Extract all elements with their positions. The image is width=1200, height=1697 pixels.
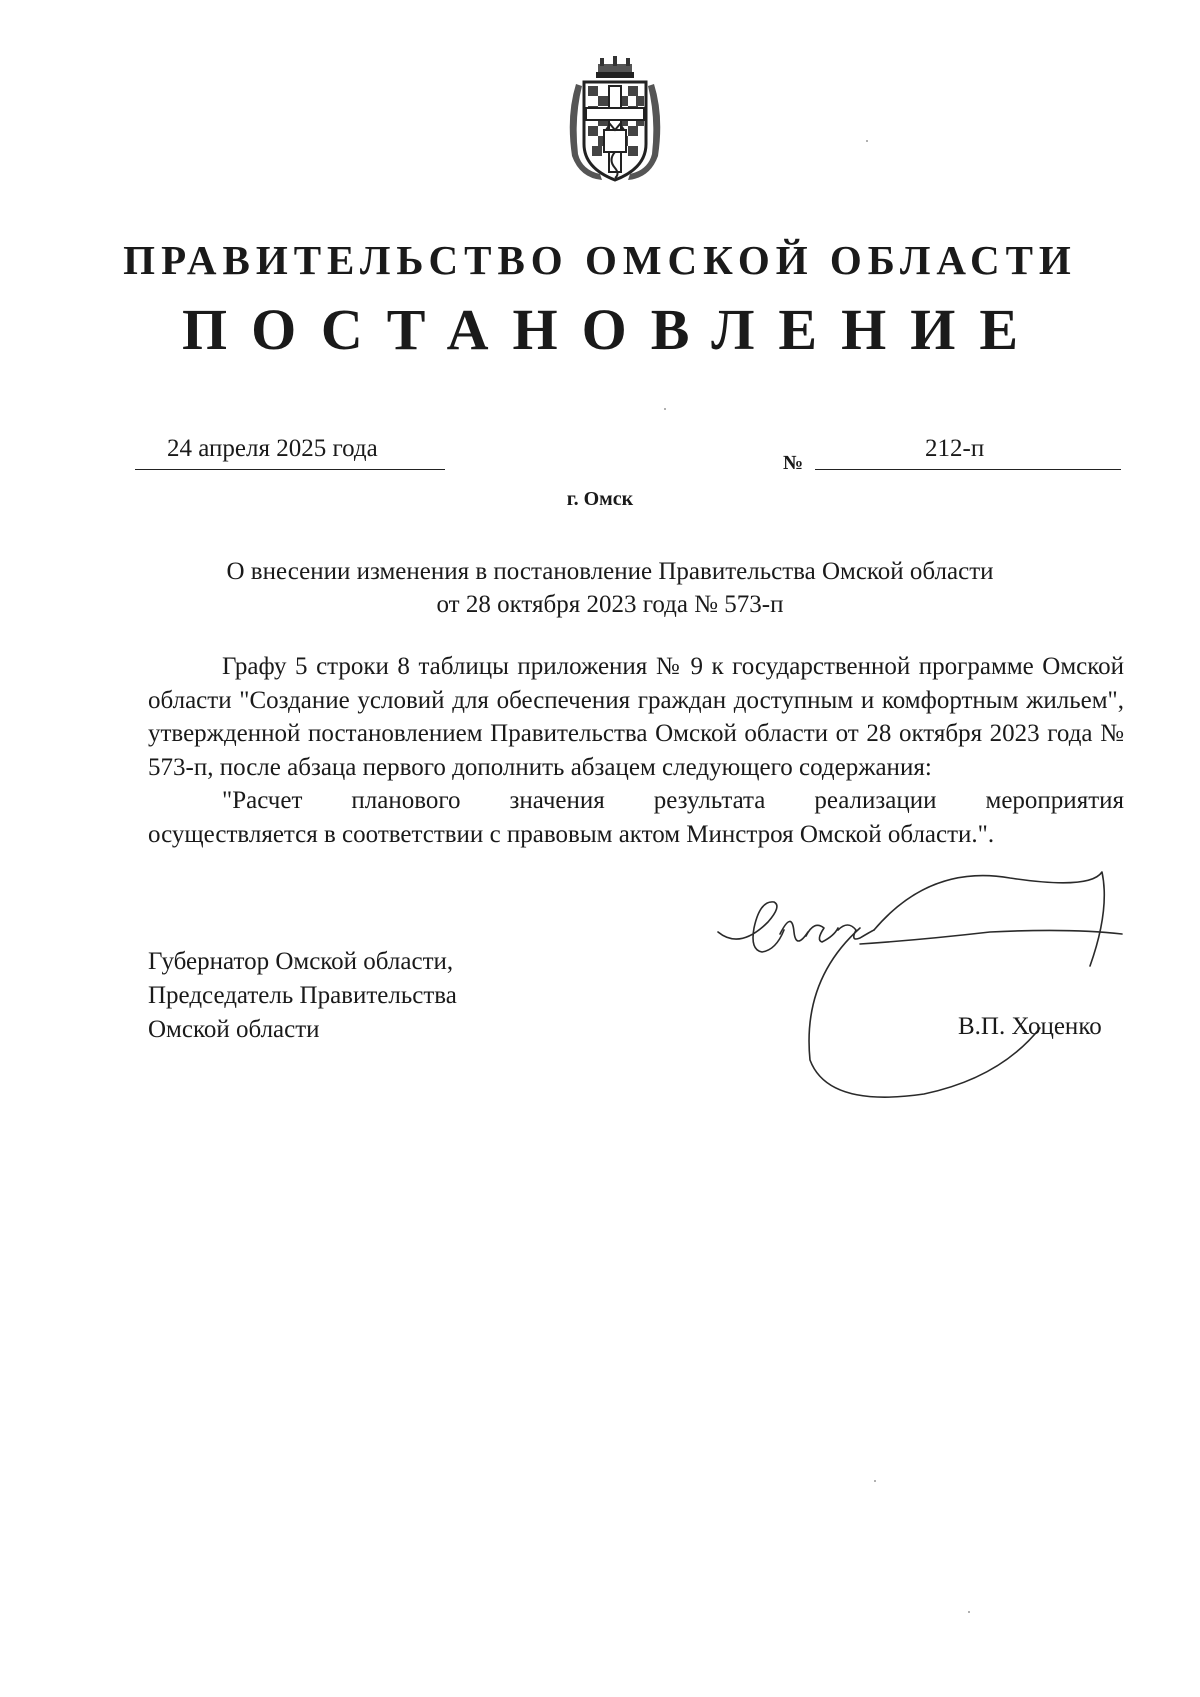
body-quote-line-1: "Расчет планового значения результата реализации мероприятия [222,787,1124,814]
number-sign: № [783,452,804,474]
signatory-title-line-1: Губернатор Омской области, [148,948,454,975]
scan-speck [664,408,666,410]
subject-line-2: от 28 октября 2023 года № 573-п [436,591,784,618]
organization-title: ПРАВИТЕЛЬСТВО ОМСКОЙ ОБЛАСТИ [123,237,1077,283]
scan-speck [874,1480,876,1482]
document-subject [150,555,1070,621]
handwritten-signature [710,870,1130,1110]
signatory-title-line-3: Омской области [148,1016,320,1043]
document-body [148,650,1124,851]
subject-line-1: О внесении изменения в постановление Правительства Омской области [226,558,994,585]
body-quote-line-2: осуществляется в соответствии с правовым актом Минстроя Омской области.". [148,820,995,848]
signatory-title-line-2: Председатель Правительства [148,982,457,1009]
body-paragraph-1: Графу 5 строки 8 таблицы приложения № 9 к государственной программе Омской области "Создание условий для обеспечения граждан доступным и комфортным жильем", утвержденной постановлением Правительства Омской области от 28 октября 2023 года № 573-п, после абзаца первого дополнить абзацем следующего содержания: [148,653,1124,781]
signatory-name: В.П. Хоценко [958,1013,1102,1040]
document-date: 24 апреля 2025 года [135,432,445,470]
scan-speck [968,1611,970,1613]
signatory-title [148,945,457,1047]
scan-speck [866,140,868,142]
omsk-coat-of-arms-icon [562,56,668,190]
document-city: г. Омск [566,488,634,510]
document-number: 212-п [815,432,1121,470]
document-type-title: ПОСТАНОВЛЕНИЕ [181,297,1043,362]
